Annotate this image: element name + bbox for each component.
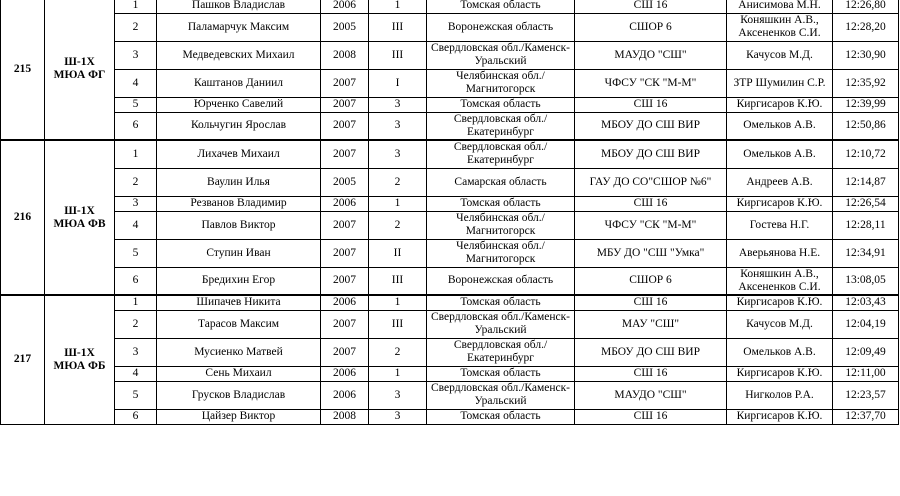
table-row <box>1 69 899 97</box>
sport-rank: III <box>369 41 427 69</box>
athlete-name: Лихачев Михаил <box>157 140 321 168</box>
place-cell: 4 <box>115 211 157 239</box>
sport-rank: I <box>369 69 427 97</box>
club: МАУДО "СШ" <box>575 41 727 69</box>
finish-time: 13:08,05 <box>833 267 899 295</box>
place-cell: 5 <box>115 97 157 112</box>
place-cell: 1 <box>115 140 157 168</box>
athlete-name: Пашков Владислав <box>157 0 321 13</box>
athlete-name: Каштанов Даниил <box>157 69 321 97</box>
athlete-name: Цайзер Виктор <box>157 409 321 424</box>
table-row <box>1 41 899 69</box>
athlete-name: Грусков Владислав <box>157 381 321 409</box>
table-row <box>1 239 899 267</box>
finish-time: 12:14,87 <box>833 168 899 196</box>
birth-year: 2008 <box>321 409 369 424</box>
athlete-name: Павлов Виктор <box>157 211 321 239</box>
finish-time: 12:50,86 <box>833 112 899 140</box>
birth-year: 2006 <box>321 196 369 211</box>
table-row <box>1 0 899 13</box>
club: ЧФСУ "СК "М-М" <box>575 69 727 97</box>
sport-rank: 3 <box>369 112 427 140</box>
club: СШ 16 <box>575 366 727 381</box>
athlete-name: Бредихин Егор <box>157 267 321 295</box>
coach: Коняшкин А.В., Аксененков С.И. <box>727 13 833 41</box>
birth-year: 2005 <box>321 13 369 41</box>
sport-rank: 2 <box>369 338 427 366</box>
table-row <box>1 338 899 366</box>
sport-rank: 1 <box>369 196 427 211</box>
heat-number: 215 <box>1 0 45 140</box>
sport-rank: III <box>369 13 427 41</box>
sport-rank: 1 <box>369 0 427 13</box>
club: МБУ ДО "СШ "Умка" <box>575 239 727 267</box>
heat-number: 217 <box>1 295 45 424</box>
birth-year: 2006 <box>321 366 369 381</box>
coach: Омельков А.В. <box>727 140 833 168</box>
coach: Киргисаров К.Ю. <box>727 97 833 112</box>
athlete-name: Паламарчук Максим <box>157 13 321 41</box>
finish-time: 12:39,99 <box>833 97 899 112</box>
athlete-name: Шипачев Никита <box>157 295 321 310</box>
boat-category: Ш-1Х МЮА ФВ <box>45 140 115 295</box>
finish-time: 12:35,92 <box>833 69 899 97</box>
sport-rank: 2 <box>369 168 427 196</box>
club: МАУ "СШ" <box>575 310 727 338</box>
region: Челябинская обл./Магнитогорск <box>427 239 575 267</box>
coach: Анисимова М.Н. <box>727 0 833 13</box>
place-cell: 5 <box>115 239 157 267</box>
club: СШОР 6 <box>575 267 727 295</box>
sport-rank: III <box>369 267 427 295</box>
birth-year: 2006 <box>321 0 369 13</box>
coach: Киргисаров К.Ю. <box>727 409 833 424</box>
table-row <box>1 140 899 168</box>
birth-year: 2007 <box>321 69 369 97</box>
coach: Омельков А.В. <box>727 338 833 366</box>
birth-year: 2007 <box>321 239 369 267</box>
birth-year: 2008 <box>321 41 369 69</box>
table-row <box>1 310 899 338</box>
coach: Нигколов Р.А. <box>727 381 833 409</box>
region: Воронежская область <box>427 13 575 41</box>
region: Челябинская обл./Магнитогорск <box>427 211 575 239</box>
coach: Киргисаров К.Ю. <box>727 366 833 381</box>
boat-category: Ш-1Х МЮА ФБ <box>45 295 115 424</box>
place-cell: 6 <box>115 409 157 424</box>
sport-rank: 3 <box>369 140 427 168</box>
sport-rank: 1 <box>369 366 427 381</box>
birth-year: 2007 <box>321 112 369 140</box>
table-row <box>1 196 899 211</box>
region: Самарская область <box>427 168 575 196</box>
finish-time: 12:34,91 <box>833 239 899 267</box>
table-row <box>1 267 899 295</box>
birth-year: 2007 <box>321 97 369 112</box>
birth-year: 2007 <box>321 310 369 338</box>
coach: ЗТР Шумилин С.Р. <box>727 69 833 97</box>
place-cell: 4 <box>115 366 157 381</box>
table-row <box>1 381 899 409</box>
coach: Киргисаров К.Ю. <box>727 295 833 310</box>
club: СШ 16 <box>575 97 727 112</box>
finish-time: 12:28,11 <box>833 211 899 239</box>
table-row <box>1 13 899 41</box>
place-cell: 2 <box>115 13 157 41</box>
club: СШ 16 <box>575 196 727 211</box>
place-cell: 3 <box>115 41 157 69</box>
place-cell: 1 <box>115 295 157 310</box>
athlete-name: Юрченко Савелий <box>157 97 321 112</box>
sport-rank: 3 <box>369 97 427 112</box>
finish-time: 12:26,80 <box>833 0 899 13</box>
birth-year: 2005 <box>321 168 369 196</box>
club: СШ 16 <box>575 409 727 424</box>
club: МАУДО "СШ" <box>575 381 727 409</box>
table-row <box>1 366 899 381</box>
table-row <box>1 211 899 239</box>
athlete-name: Ступин Иван <box>157 239 321 267</box>
sport-rank: 3 <box>369 409 427 424</box>
boat-category: Ш-1Х МЮА ФГ <box>45 0 115 140</box>
athlete-name: Ваулин Илья <box>157 168 321 196</box>
athlete-name: Сень Михаил <box>157 366 321 381</box>
finish-time: 12:30,90 <box>833 41 899 69</box>
region: Томская область <box>427 97 575 112</box>
place-cell: 4 <box>115 69 157 97</box>
region: Томская область <box>427 366 575 381</box>
finish-time: 12:23,57 <box>833 381 899 409</box>
finish-time: 12:11,00 <box>833 366 899 381</box>
finish-time: 12:03,43 <box>833 295 899 310</box>
region: Томская область <box>427 0 575 13</box>
birth-year: 2007 <box>321 211 369 239</box>
sport-rank: II <box>369 239 427 267</box>
region: Челябинская обл./Магнитогорск <box>427 69 575 97</box>
region: Свердловская обл./Каменск-Уральский <box>427 310 575 338</box>
coach: Качусов М.Д. <box>727 41 833 69</box>
birth-year: 2007 <box>321 338 369 366</box>
coach: Омельков А.В. <box>727 112 833 140</box>
region: Свердловская обл./Екатеринбург <box>427 140 575 168</box>
birth-year: 2006 <box>321 381 369 409</box>
club: ЧФСУ "СК "М-М" <box>575 211 727 239</box>
club: СШОР 6 <box>575 13 727 41</box>
club: СШ 16 <box>575 295 727 310</box>
finish-time: 12:09,49 <box>833 338 899 366</box>
sport-rank: 1 <box>369 295 427 310</box>
sport-rank: 2 <box>369 211 427 239</box>
region: Свердловская обл./Екатеринбург <box>427 112 575 140</box>
place-cell: 6 <box>115 267 157 295</box>
finish-time: 12:26,54 <box>833 196 899 211</box>
finish-time: 12:10,72 <box>833 140 899 168</box>
athlete-name: Резванов Владимир <box>157 196 321 211</box>
table-row <box>1 168 899 196</box>
region: Свердловская обл./Каменск-Уральский <box>427 41 575 69</box>
region: Томская область <box>427 196 575 211</box>
sport-rank: 3 <box>369 381 427 409</box>
table-row <box>1 112 899 140</box>
table-row <box>1 97 899 112</box>
finish-time: 12:37,70 <box>833 409 899 424</box>
region: Томская область <box>427 295 575 310</box>
coach: Аверьянова Н.Е. <box>727 239 833 267</box>
place-cell: 5 <box>115 381 157 409</box>
place-cell: 3 <box>115 338 157 366</box>
athlete-name: Мусиенко Матвей <box>157 338 321 366</box>
birth-year: 2007 <box>321 140 369 168</box>
coach: Коняшкин А.В., Аксененков С.И. <box>727 267 833 295</box>
club: МБОУ ДО СШ ВИР <box>575 338 727 366</box>
heat-number: 216 <box>1 140 45 295</box>
club: ГАУ ДО СО"СШОР №6" <box>575 168 727 196</box>
club: МБОУ ДО СШ ВИР <box>575 140 727 168</box>
club: МБОУ ДО СШ ВИР <box>575 112 727 140</box>
coach: Киргисаров К.Ю. <box>727 196 833 211</box>
athlete-name: Кольчугин Ярослав <box>157 112 321 140</box>
athlete-name: Тарасов Максим <box>157 310 321 338</box>
finish-time: 12:04,19 <box>833 310 899 338</box>
region: Свердловская обл./Екатеринбург <box>427 338 575 366</box>
coach: Качусов М.Д. <box>727 310 833 338</box>
place-cell: 2 <box>115 168 157 196</box>
place-cell: 1 <box>115 0 157 13</box>
athlete-name: Медведевских Михаил <box>157 41 321 69</box>
birth-year: 2006 <box>321 295 369 310</box>
coach: Гостева Н.Г. <box>727 211 833 239</box>
place-cell: 6 <box>115 112 157 140</box>
finish-time: 12:28,20 <box>833 13 899 41</box>
sport-rank: III <box>369 310 427 338</box>
region: Воронежская область <box>427 267 575 295</box>
coach: Андреев А.В. <box>727 168 833 196</box>
region: Свердловская обл./Каменск-Уральский <box>427 381 575 409</box>
club: СШ 16 <box>575 0 727 13</box>
table-row <box>1 409 899 424</box>
place-cell: 2 <box>115 310 157 338</box>
place-cell: 3 <box>115 196 157 211</box>
results-body <box>1 0 899 424</box>
table-row <box>1 295 899 310</box>
region: Томская область <box>427 409 575 424</box>
birth-year: 2007 <box>321 267 369 295</box>
